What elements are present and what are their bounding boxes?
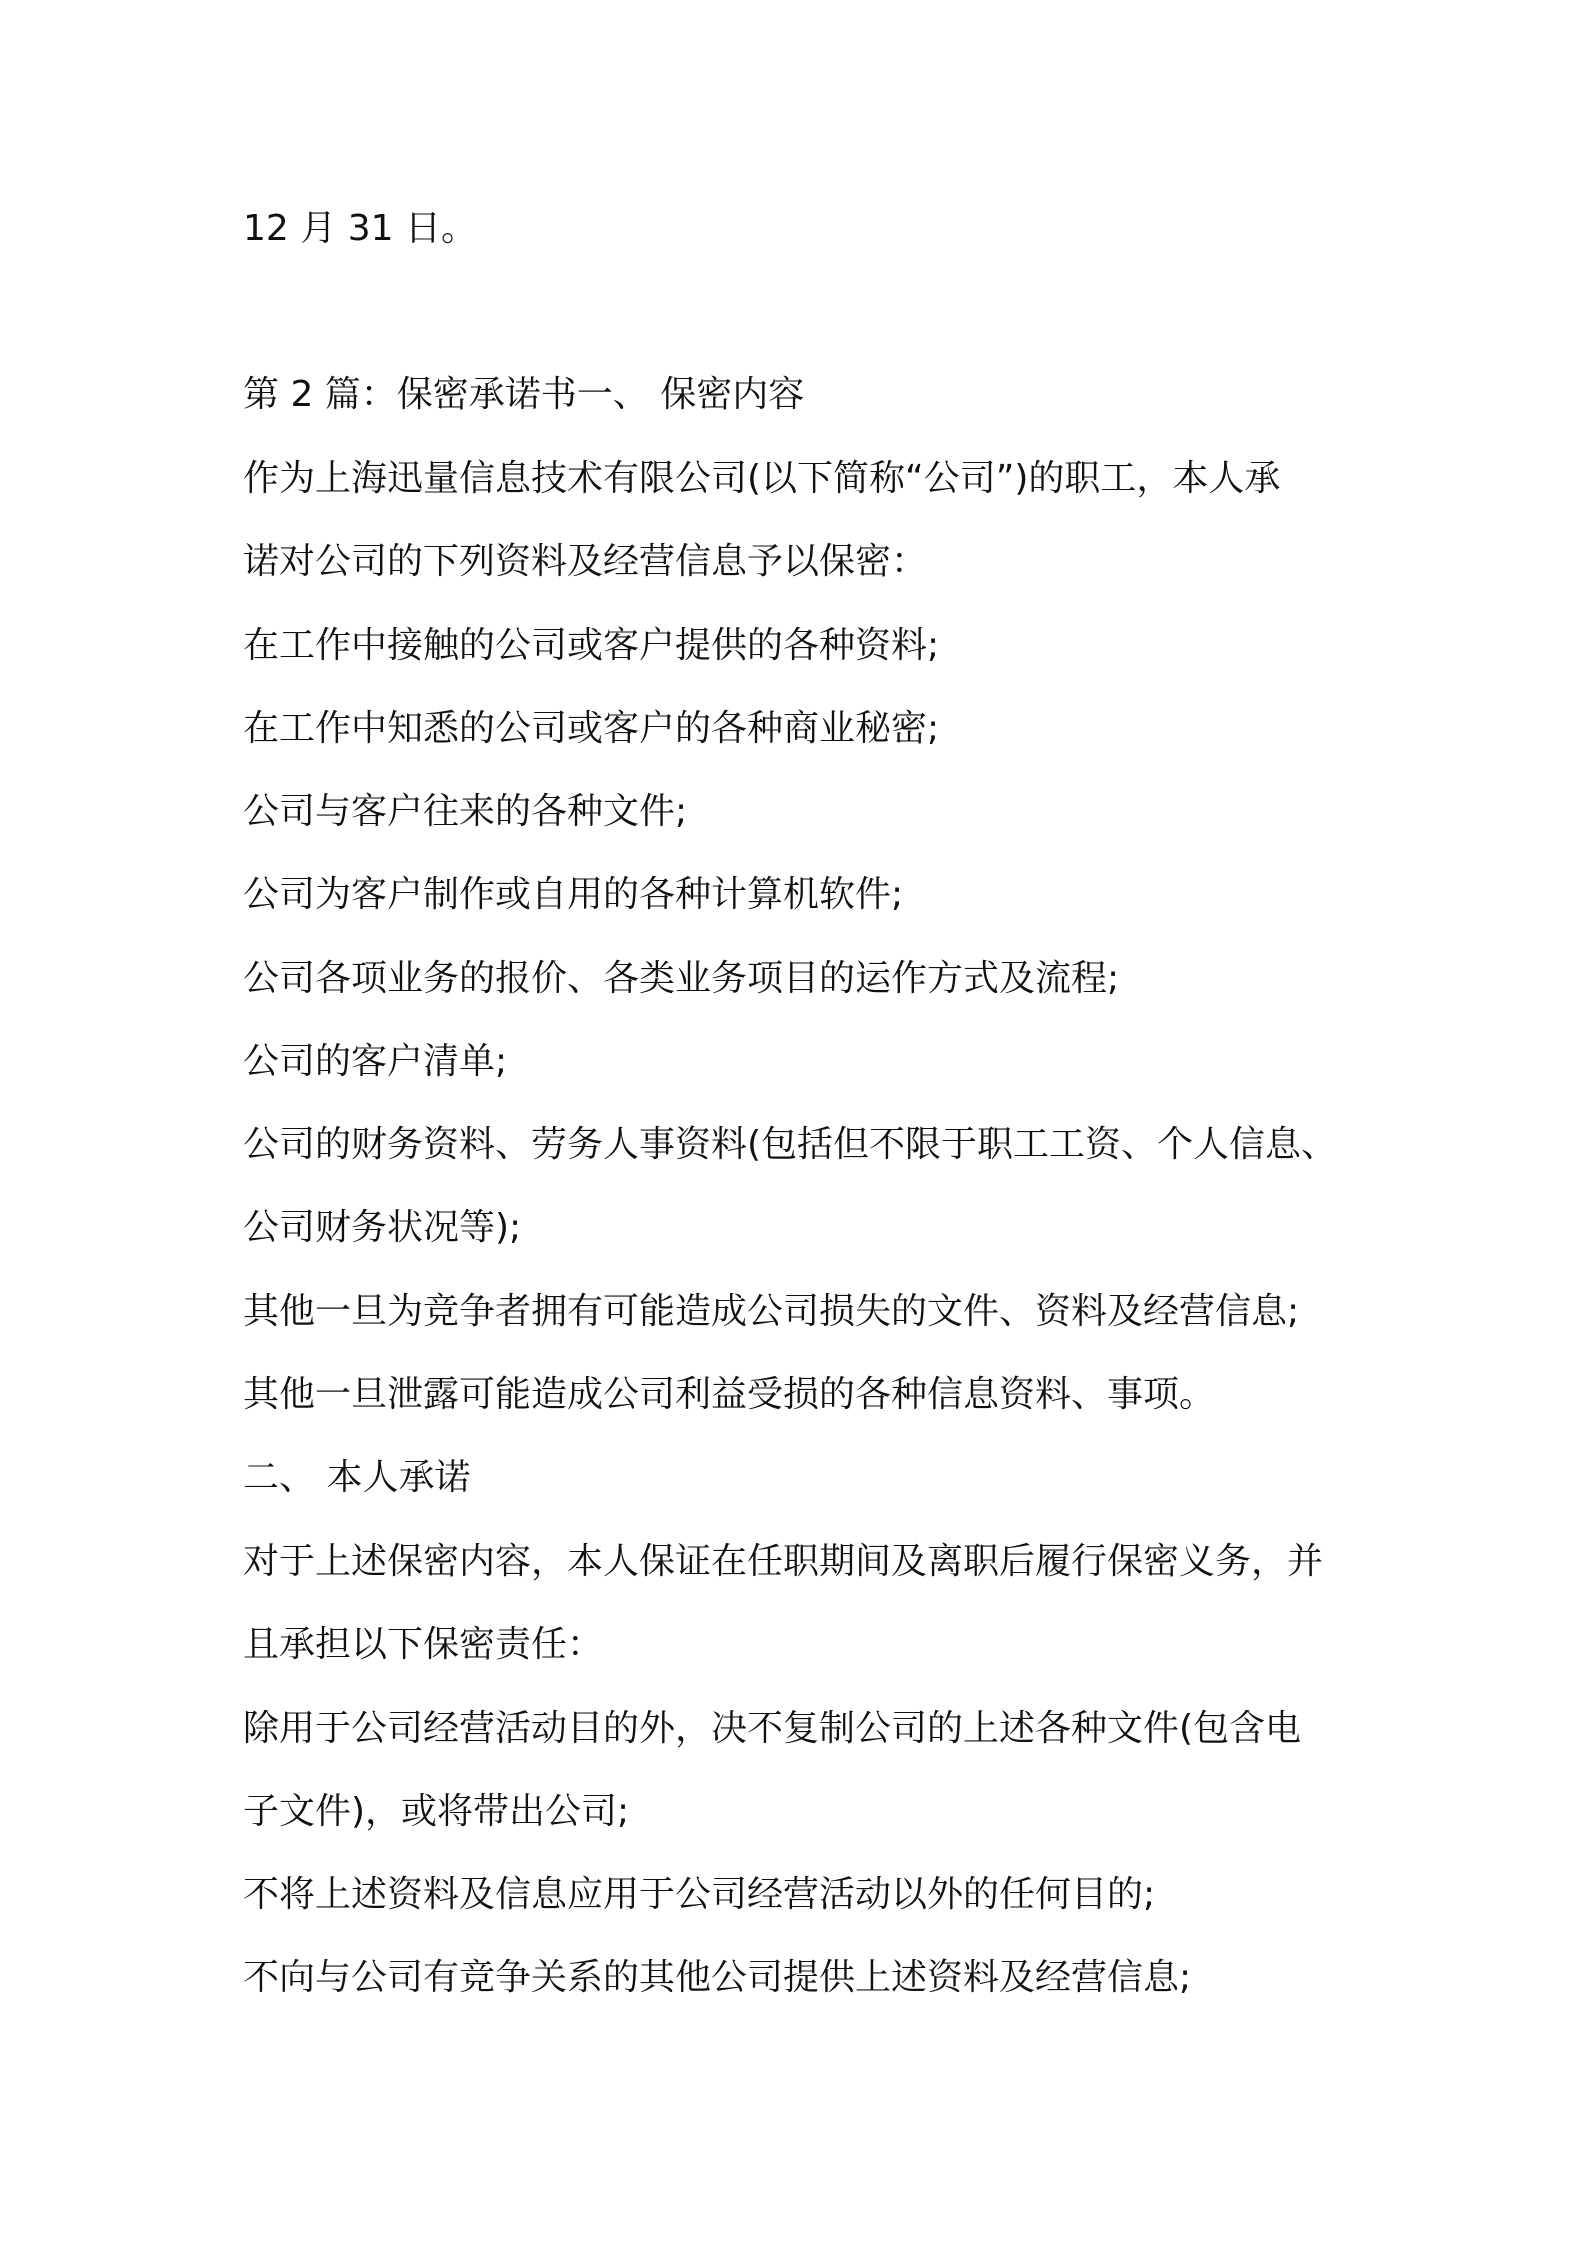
list-item: 其他一旦为竞争者拥有可能造成公司损失的文件、资料及经营信息; [243, 1291, 1300, 1332]
list-item: 不将上述资料及信息应用于公司经营活动以外的任何目的; [243, 1874, 1156, 1915]
list-item: 除用于公司经营活动目的外，决不复制公司的上述各种文件(包含电 [243, 1708, 1302, 1749]
list-item: 在工作中接触的公司或客户提供的各种资料; [243, 625, 940, 666]
list-item-continuation: 子文件)，或将带出公司; [243, 1791, 630, 1832]
paragraph-line: 诺对公司的下列资料及经营信息予以保密： [243, 541, 928, 582]
paragraph-line: 对于上述保密内容，本人保证在任职期间及离职后履行保密义务，并 [243, 1541, 1324, 1582]
list-item: 在工作中知悉的公司或客户的各种商业秘密; [243, 708, 940, 749]
list-item-continuation: 公司财务状况等); [243, 1207, 522, 1248]
list-item: 公司各项业务的报价、各类业务项目的运作方式及流程; [243, 958, 1120, 999]
list-item: 不向与公司有竞争关系的其他公司提供上述资料及经营信息; [243, 1957, 1192, 1998]
paragraph-line: 作为上海迅量信息技术有限公司(以下简称“公司”)的职工，本人承 [243, 458, 1281, 499]
paragraph-line: 且承担以下保密责任： [243, 1624, 604, 1665]
list-item: 公司为客户制作或自用的各种计算机软件; [243, 874, 904, 915]
section-title: 第 2 篇：保密承诺书一、 保密内容 [243, 374, 805, 415]
list-item: 公司与客户往来的各种文件; [243, 791, 688, 832]
list-item: 公司的客户清单; [243, 1041, 508, 1082]
section-heading: 二、 本人承诺 [243, 1457, 471, 1498]
list-item: 公司的财务资料、劳务人事资料(包括但不限于职工工资、个人信息、 [243, 1124, 1338, 1165]
list-item: 其他一旦泄露可能造成公司利益受损的各种信息资料、事项。 [243, 1374, 1216, 1415]
date-line: 12 月 31 日。 [243, 208, 477, 249]
